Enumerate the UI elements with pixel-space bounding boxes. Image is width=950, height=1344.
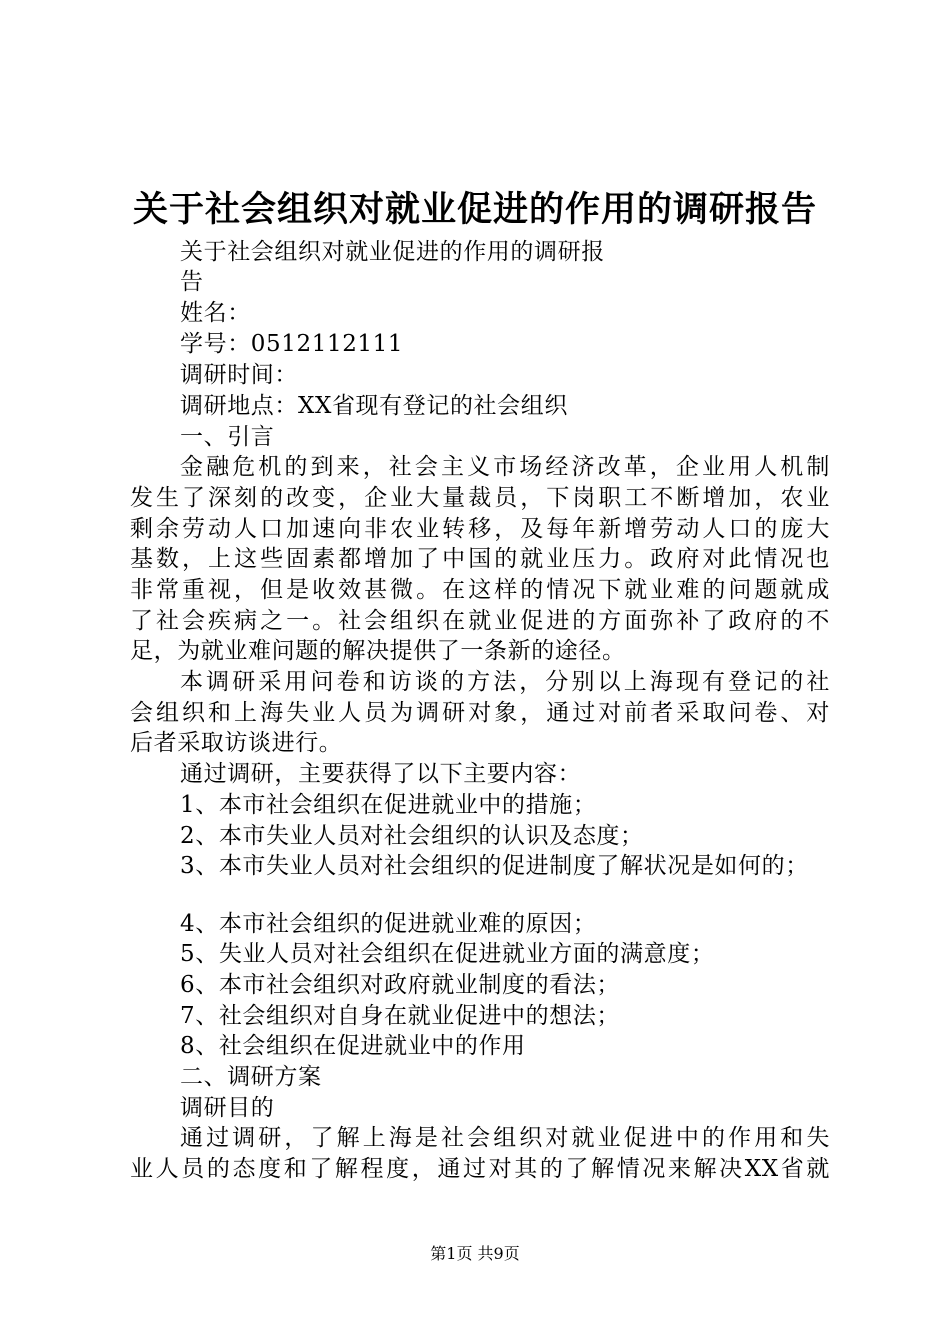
method-paragraph-line: 后者采取访谈进行。	[130, 730, 343, 756]
list-item: 5、失业人员对社会组织在促进就业方面的满意度；	[180, 941, 715, 967]
list-item: 6、本市社会组织对政府就业制度的看法；	[180, 972, 621, 998]
page-footer: 第1页 共9页	[430, 1244, 520, 1263]
intro-paragraph-line: 非常重视，但是收效甚微。在这样的情况下就业难的问题就成	[130, 577, 830, 603]
student-id: 学号：0512112111	[180, 331, 404, 357]
results-intro: 通过调研，主要获得了以下主要内容：	[180, 761, 582, 787]
document-title: 关于社会组织对就业促进的作用的调研报告	[132, 189, 817, 230]
purpose-paragraph-line: 通过调研，了解上海是社会组织对就业促进中的作用和失	[180, 1125, 830, 1151]
list-item: 7、社会组织对自身在就业促进中的想法；	[180, 1003, 621, 1029]
intro-paragraph-line: 基数，上这些固素都增加了中国的就业压力。政府对此情况也	[130, 546, 830, 572]
survey-location: 调研地点：XX省现有登记的社会组织	[180, 393, 568, 419]
purpose-paragraph-line: 业人员的态度和了解程度，通过对其的了解情况来解决XX省就	[130, 1156, 830, 1182]
section-heading-plan: 二、调研方案	[180, 1064, 322, 1090]
list-item: 3、本市失业人员对社会组织的促进制度了解状况是如何的；	[180, 853, 809, 879]
name-label: 姓名：	[180, 300, 251, 326]
intro-paragraph-line: 剩余劳动人口加速向非农业转移，及每年新增劳动人口的庞大	[130, 516, 830, 542]
intro-paragraph-line: 发生了深刻的改变，企业大量裁员，下岗职工不断增加，农业	[130, 485, 830, 511]
intro-paragraph-line: 金融危机的到来，社会主义市场经济改革，企业用人机制	[180, 454, 830, 480]
method-paragraph-line: 会组织和上海失业人员为调研对象，通过对前者采取问卷、对	[130, 700, 830, 726]
survey-time-label: 调研时间：	[180, 362, 298, 388]
intro-paragraph-line: 足，为就业难问题的解决提供了一条新的途径。	[130, 638, 626, 664]
subtitle-line-2: 告	[180, 269, 204, 295]
list-item: 8、社会组织在促进就业中的作用	[180, 1033, 526, 1059]
purpose-heading: 调研目的	[180, 1095, 275, 1121]
method-paragraph-line: 本调研采用问卷和访谈的方法，分别以上海现有登记的社	[180, 669, 830, 695]
subtitle-line-1: 关于社会组织对就业促进的作用的调研报	[180, 239, 605, 265]
list-item: 1、本市社会组织在促进就业中的措施；	[180, 792, 597, 818]
intro-paragraph-line: 了社会疾病之一。社会组织在就业促进的方面弥补了政府的不	[130, 608, 830, 634]
section-heading-intro: 一、引言	[180, 424, 275, 450]
list-item: 4、本市社会组织的促进就业难的原因；	[180, 911, 597, 937]
list-item: 2、本市失业人员对社会组织的认识及态度；	[180, 823, 644, 849]
